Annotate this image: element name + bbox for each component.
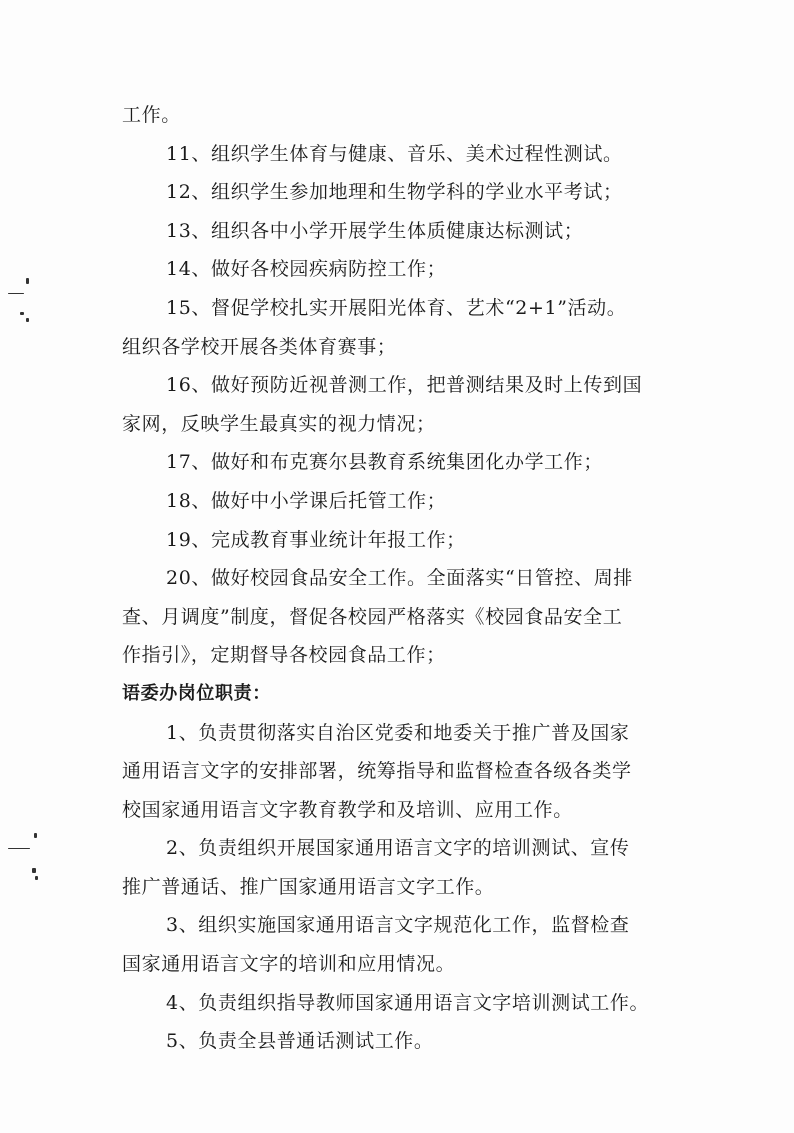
scan-mark	[34, 833, 37, 838]
document-body	[122, 96, 682, 1061]
list-item-18: 18、做好中小学课后托管工作；	[166, 489, 447, 512]
text-line: 通用语言文字的安排部署，统筹指导和监督检查各级各类学	[122, 760, 632, 783]
list-item-14: 14、做好各校园疾病防控工作；	[166, 258, 447, 281]
text-line: 校国家通用语言文字教育教学和及培训、应用工作。	[122, 798, 573, 821]
scan-mark	[20, 312, 24, 315]
text-line: 查、月调度”制度，督促各校园严格落实《校园食品安全工	[122, 605, 623, 628]
duty-item-5: 5、负责全县普通话测试工作。	[166, 1030, 434, 1053]
scan-mark	[8, 848, 30, 849]
text-line: 工作。	[122, 104, 181, 126]
scan-mark	[35, 876, 38, 880]
scan-mark	[26, 318, 29, 322]
list-item-15: 15、督促学校扎实开展阳光体育、艺术“2+1”活动。	[166, 296, 627, 319]
list-item-19: 19、完成教育事业统计年报工作；	[166, 528, 466, 551]
scan-mark	[8, 293, 24, 294]
scan-mark	[32, 868, 36, 873]
text-line: 组织各学校开展各类体育赛事；	[122, 335, 397, 358]
list-item-13: 13、组织各中小学开展学生体质健康达标测试；	[166, 219, 584, 242]
list-item-16: 16、做好预防近视普测工作，把普测结果及时上传到国	[166, 374, 643, 397]
section-heading: 语委办岗位职责：	[122, 682, 271, 704]
duty-item-1: 1、负责贯彻落实自治区党委和地委关于推广普及国家	[166, 721, 630, 744]
duty-item-4: 4、负责组织指导教师国家通用语言文字培训测试工作。	[166, 991, 650, 1014]
list-item-20: 20、做好校园食品安全工作。全面落实“日管控、周排	[166, 567, 633, 590]
duty-item-3: 3、组织实施国家通用语言文字规范化工作，监督检查	[166, 914, 630, 937]
list-item-17: 17、做好和布克赛尔县教育系统集团化办学工作；	[166, 451, 603, 474]
list-item-12: 12、组织学生参加地理和生物学科的学业水平考试；	[166, 181, 623, 204]
duty-item-2: 2、负责组织开展国家通用语言文字的培训测试、宣传	[166, 837, 630, 860]
text-line: 国家通用语言文字的培训和应用情况。	[122, 953, 456, 976]
text-line: 作指引》，定期督导各校园食品工作；	[122, 644, 446, 667]
scan-mark	[26, 278, 29, 284]
text-line: 推广普通话、推广国家通用语言文字工作。	[122, 875, 495, 898]
list-item-11: 11、组织学生体育与健康、音乐、美术过程性测试。	[166, 142, 623, 165]
text-line: 家网，反映学生最真实的视力情况；	[122, 412, 436, 435]
